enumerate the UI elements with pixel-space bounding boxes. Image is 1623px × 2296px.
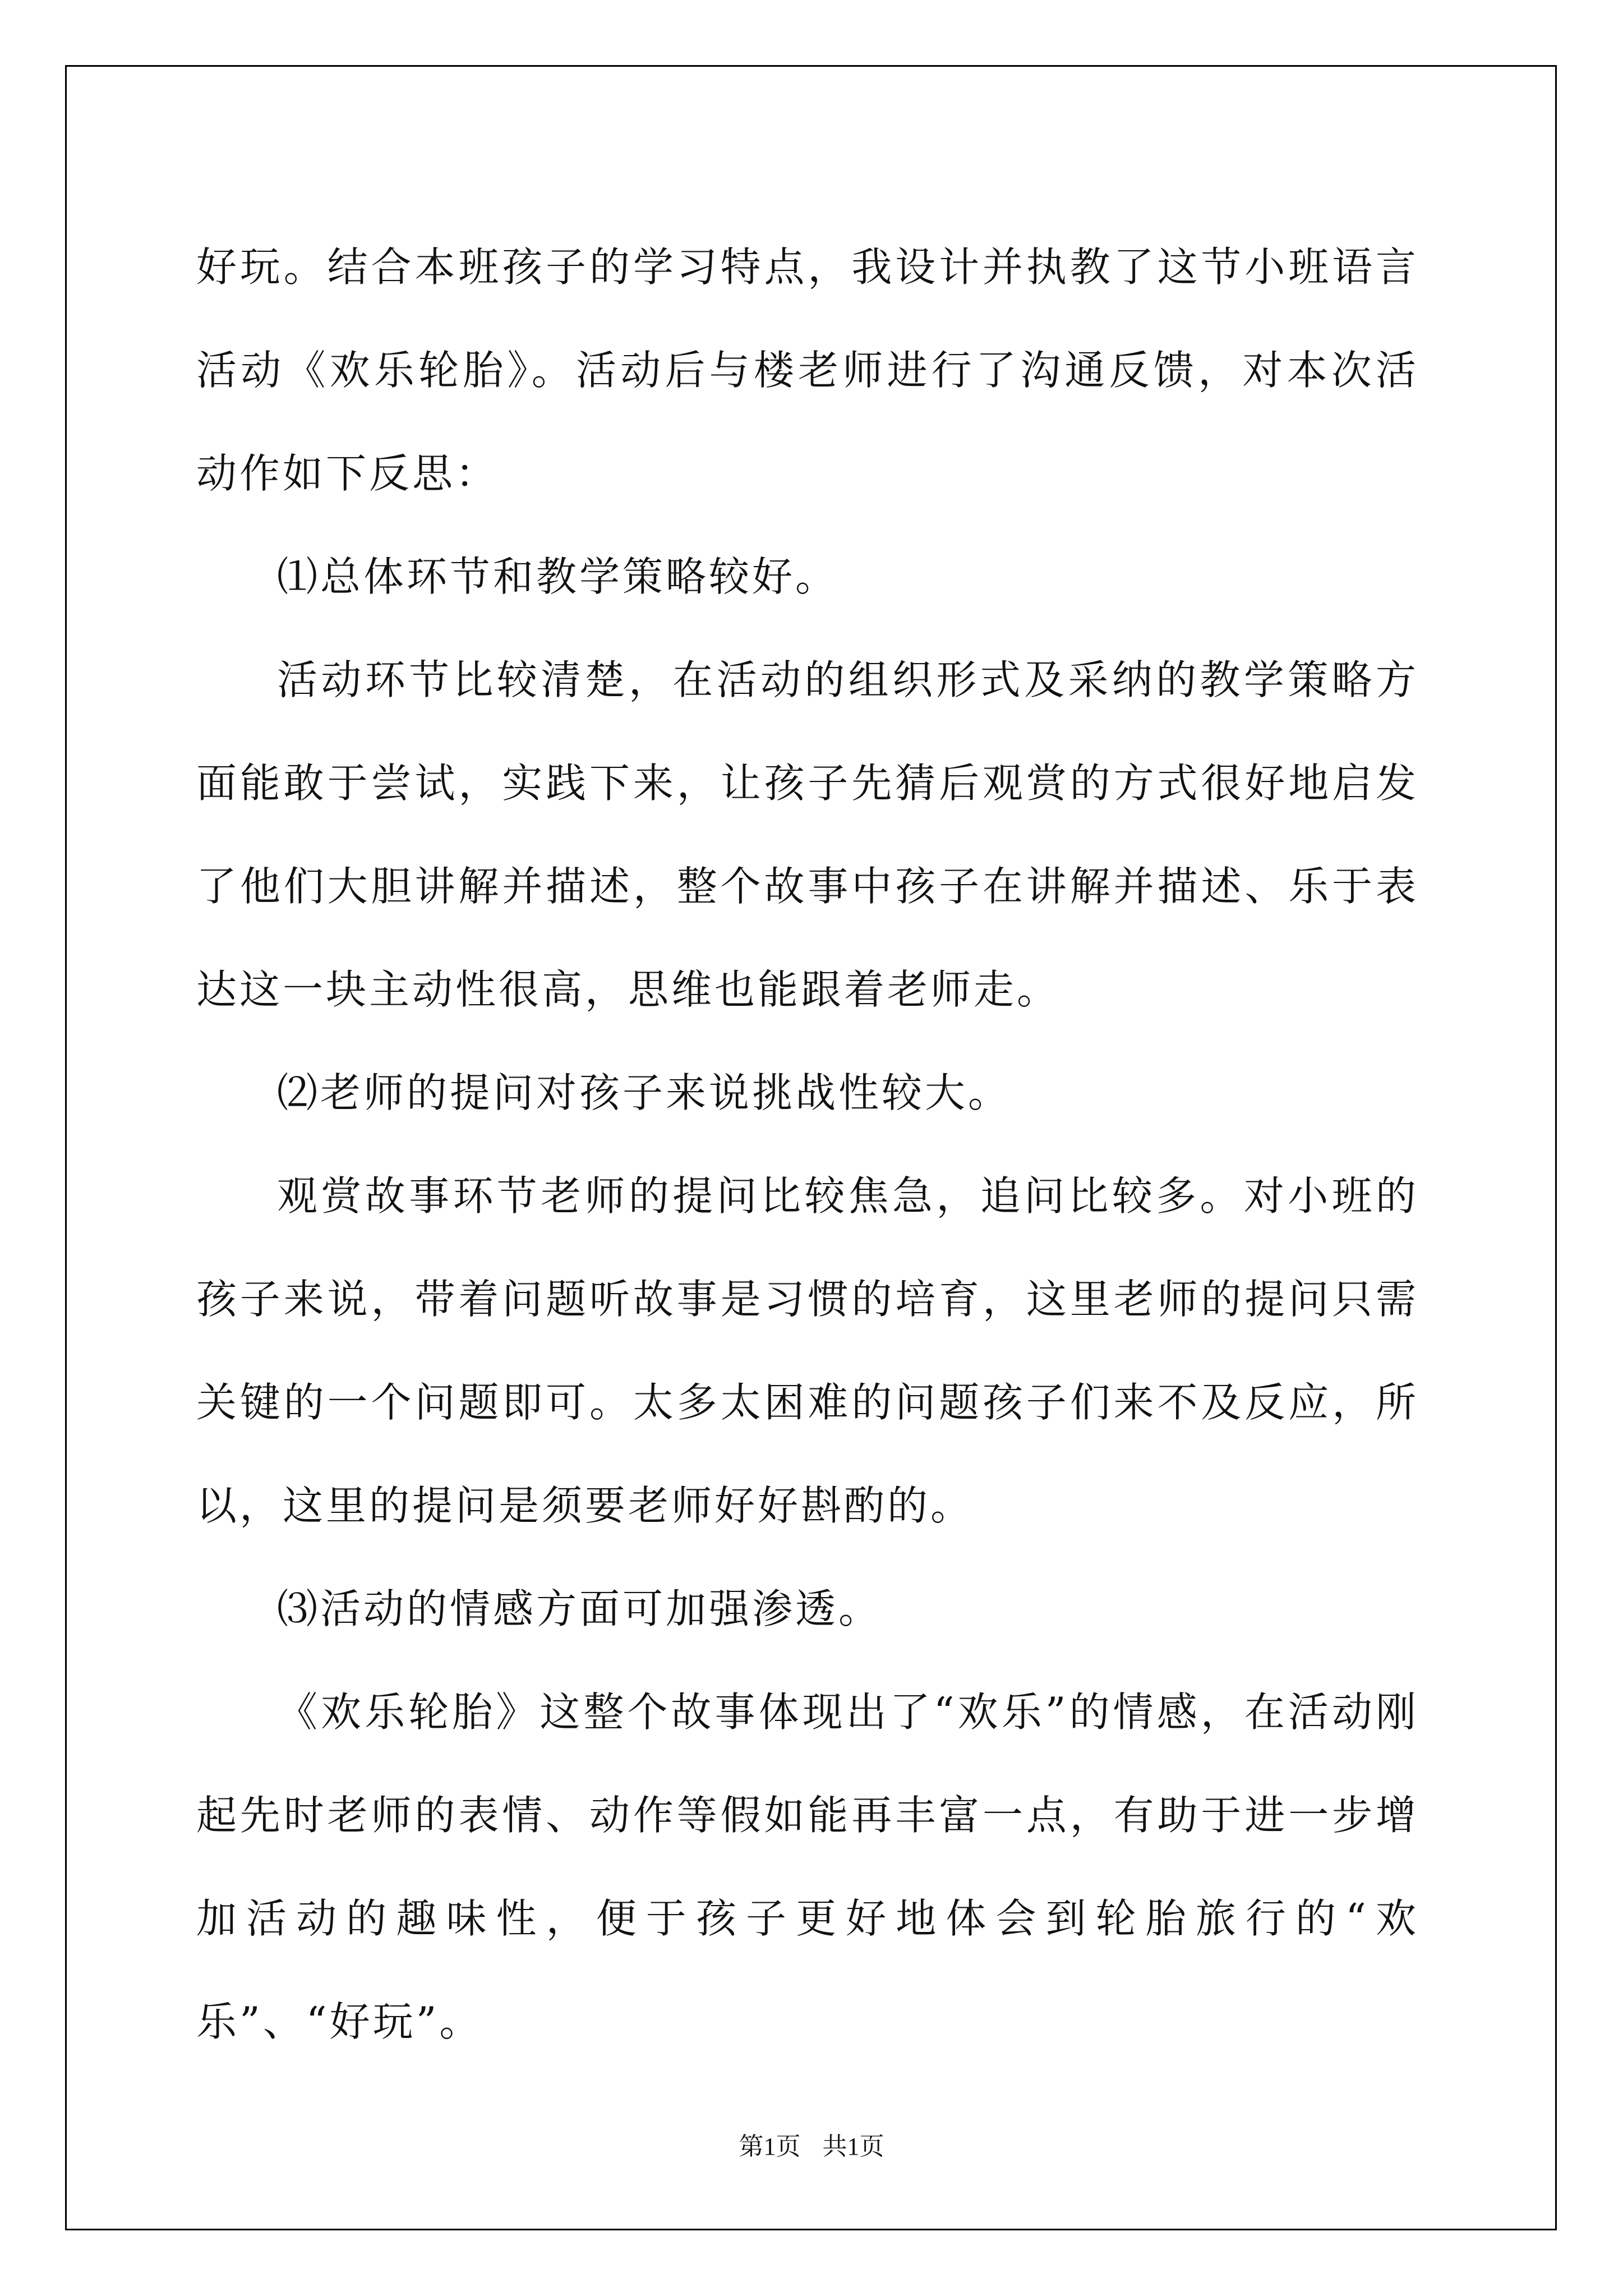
paragraph-body-2: 观赏故事环节老师的提问比较焦急，追问比较多。对小班的孩子来说，带着问题听故事是习惯的培育，这里老师的提问只需关键的一个问题即可。太多太困难的问题孩子们来不及反应，所以，这里的提问是须要老师好好斟酌的。 [196,1172,1419,1529]
page-footer [0,2126,1623,2162]
paragraph-heading-1: ⑴总体环节和教学策略较好。 [277,553,839,600]
page-number: 第1页 [739,2133,801,2160]
paragraph-intro: 好玩。结合本班孩子的学习特点，我设计并执教了这节小班语言活动《欢乐轮胎》。活动后与楼老师进行了沟通反馈，对本次活动作如下反思： [196,243,1419,497]
paragraph-body-3: 《欢乐轮胎》这整个故事体现出了“欢乐”的情感，在活动刚起先时老师的表情、动作等假如能再丰富一点，有助于进一步增加活动的趣味性，便于孩子更好地体会到轮胎旅行的“欢乐”、“好玩”。 [196,1688,1419,2045]
page-total: 共1页 [822,2133,884,2160]
document-body [196,215,1419,2073]
paragraph-heading-3: ⑶活动的情感方面可加强渗透。 [277,1585,882,1632]
paragraph-body-1: 活动环节比较清楚，在活动的组织形式及采纳的教学策略方面能敢于尝试，实践下来，让孩子先猜后观赏的方式很好地启发了他们大胆讲解并描述，整个故事中孩子在讲解并描述、乐于表达这一块主动性很高，思维也能跟着老师走。 [196,656,1419,1013]
paragraph-heading-2: ⑵老师的提问对孩子来说挑战性较大。 [277,1069,1012,1116]
